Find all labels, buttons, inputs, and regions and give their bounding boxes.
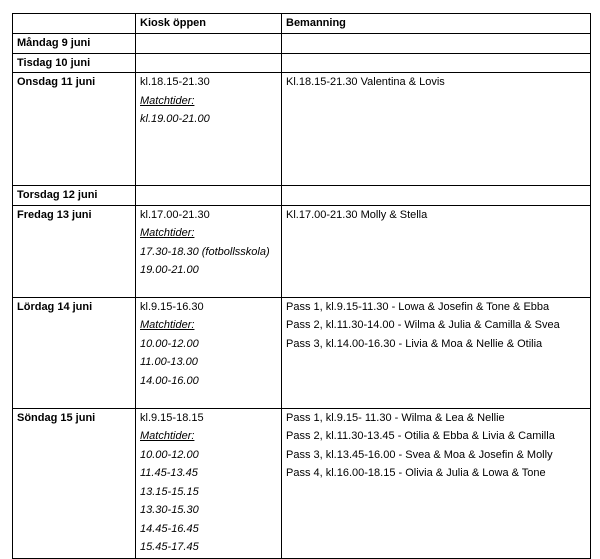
open-hours: kl.18.15-21.30 — [140, 76, 210, 88]
day-cell: Tisdag 10 juni — [13, 53, 136, 73]
table-row — [13, 186, 591, 206]
table-row — [13, 73, 591, 186]
table-row — [13, 53, 591, 73]
match-time: 14.45-16.45 — [140, 522, 199, 535]
staff-shift: Kl.17.00-21.30 Molly & Stella — [286, 208, 428, 221]
match-time: 13.15-15.15 — [140, 485, 199, 498]
staffing-cell — [282, 297, 591, 408]
match-time: 13.30-15.30 — [140, 504, 199, 516]
day-cell: Lördag 14 juni — [13, 297, 136, 408]
open-hours: kl.9.15-18.15 — [140, 411, 204, 424]
staffing-cell — [282, 34, 591, 54]
staff-shift: Pass 4, kl.16.00-18.15 - Olivia & Julia & Lowa & Tone — [286, 467, 546, 479]
kiosk-open-cell — [136, 53, 282, 73]
match-time: 15.45-17.45 — [140, 541, 199, 553]
staffing-cell — [282, 186, 591, 206]
kiosk-open-cell — [136, 408, 282, 558]
open-hours: kl.17.00-21.30 — [140, 208, 210, 221]
match-times-label: Matchtider: — [140, 319, 195, 331]
open-hours: kl.9.15-16.30 — [140, 300, 204, 313]
day-cell: Fredag 13 juni — [13, 205, 136, 297]
table-row — [13, 297, 591, 408]
match-time: 11.45-13.45 — [140, 467, 198, 479]
match-time: 10.00-12.00 — [140, 448, 199, 461]
kiosk-open-cell — [136, 205, 282, 297]
staff-shift: Pass 3, kl.13.45-16.00 - Svea & Moa & Josefin & Molly — [286, 448, 553, 461]
staff-shift: Pass 3, kl.14.00-16.30 - Livia & Moa & Nellie & Otilia — [286, 337, 543, 350]
match-time: 17.30-18.30 (fotbollsskola) — [140, 245, 270, 258]
staff-shift: Pass 2, kl.11.30-13.45 - Otilia & Ebba & Livia & Camilla — [286, 430, 555, 442]
match-time: 14.00-16.00 — [140, 374, 199, 387]
match-time: 10.00-12.00 — [140, 337, 199, 350]
match-time: 11.00-13.00 — [140, 356, 198, 368]
match-times-label: Matchtider: — [140, 94, 195, 107]
staff-shift: Pass 1, kl.9.15-11.30 - Lowa & Josefin & Tone & Ebba — [286, 300, 550, 313]
match-time: kl.19.00-21.00 — [140, 113, 210, 125]
table-row — [13, 408, 591, 558]
staff-shift: Pass 2, kl.11.30-14.00 - Wilma & Julia & Camilla & Svea — [286, 319, 560, 331]
staff-shift: Kl.18.15-21.30 Valentina & Lovis — [286, 76, 445, 88]
day-cell: Torsdag 12 juni — [13, 186, 136, 206]
header-row — [13, 14, 591, 34]
day-cell: Onsdag 11 juni — [13, 73, 136, 186]
match-times-label: Matchtider: — [140, 227, 195, 239]
header-kiosk-open: Kiosk öppen — [136, 14, 282, 34]
kiosk-open-cell — [136, 186, 282, 206]
staffing-cell — [282, 73, 591, 186]
staffing-cell — [282, 205, 591, 297]
header-staffing: Bemanning — [282, 14, 591, 34]
kiosk-open-cell — [136, 73, 282, 186]
table-row — [13, 205, 591, 297]
day-cell: Söndag 15 juni — [13, 408, 136, 558]
match-times-label: Matchtider: — [140, 430, 195, 442]
staffing-cell — [282, 408, 591, 558]
staffing-cell — [282, 53, 591, 73]
kiosk-open-cell — [136, 297, 282, 408]
table-row — [13, 34, 591, 54]
kiosk-open-cell — [136, 34, 282, 54]
header-day — [13, 14, 136, 34]
match-time: 19.00-21.00 — [140, 264, 199, 276]
day-cell: Måndag 9 juni — [13, 34, 136, 54]
staff-shift: Pass 1, kl.9.15- 11.30 - Wilma & Lea & Nellie — [286, 411, 505, 424]
schedule-table — [12, 13, 591, 559]
